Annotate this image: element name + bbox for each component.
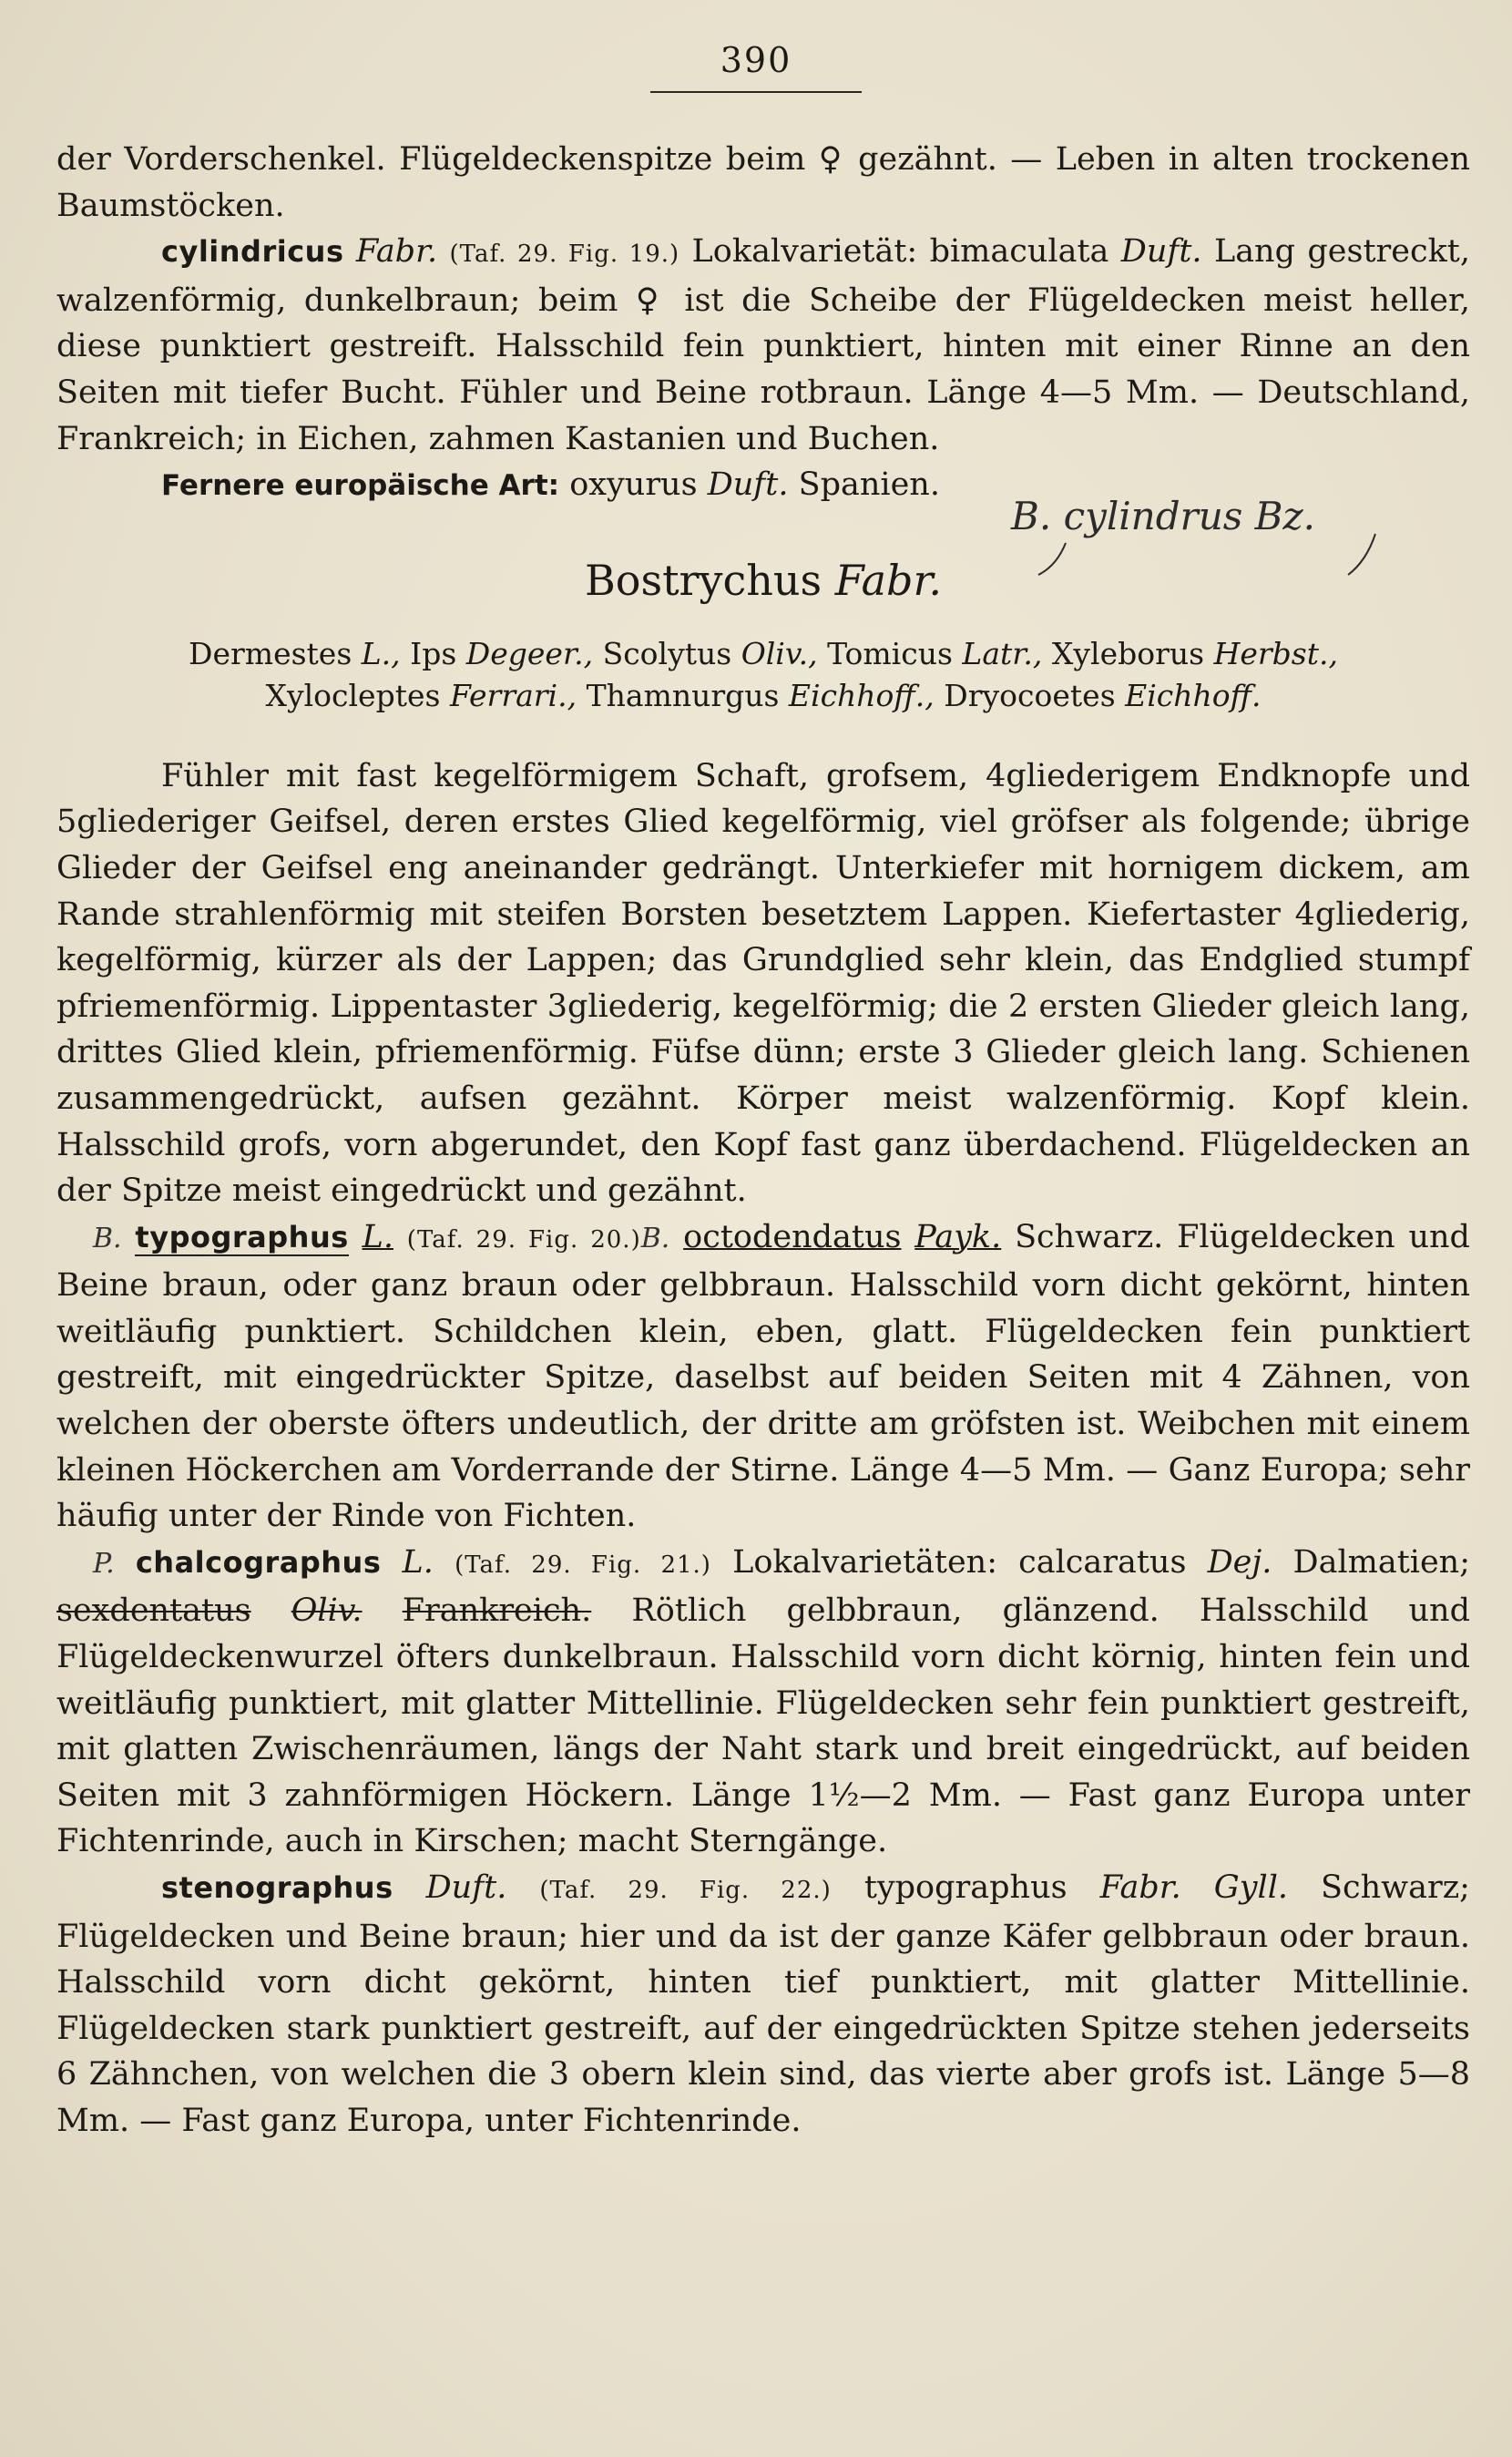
fernere-label: Fernere europäische Art:: [161, 469, 560, 503]
variety-locality: Frankreich.: [402, 1592, 592, 1630]
synonym-author: Eichhoff.: [1125, 677, 1262, 713]
plate-reference: (Taf. 29. Fig. 22.): [539, 1877, 832, 1904]
synonyms-line-1: [56, 633, 1470, 675]
handwritten-text: B. cylindrus Bz.: [1011, 494, 1315, 538]
species-name: typographus: [135, 1219, 349, 1254]
synonyms-line-2: [56, 675, 1470, 717]
fernere-author: Duft.: [707, 466, 789, 504]
fernere-name: oxyurus: [569, 466, 698, 504]
variety-name: sexdentatus: [56, 1592, 251, 1630]
page-body: [56, 137, 1470, 2145]
synonym-name: typographus: [863, 1869, 1068, 1906]
species-name: chalcographus: [135, 1544, 382, 1580]
pencil-mark: B.: [93, 1222, 122, 1254]
handwritten-annotation: [1002, 479, 1403, 579]
paragraph-continuation: der Vorderschenkel. Flügeldeckenspitze beim ♀ gezähnt. — Leben in alten trockenen Baumstöcken.: [56, 141, 1470, 224]
species-author: L.: [402, 1543, 434, 1581]
entry-typographus: [56, 1214, 1470, 1540]
synonym-author: Oliv.,: [741, 635, 818, 671]
synonym-author: Eichhoff.,: [788, 677, 935, 713]
synonym-author: Ferrari.,: [449, 677, 577, 713]
synonym-name: octodendatus: [683, 1218, 902, 1255]
synonym-name: Xyleborus: [1051, 635, 1205, 671]
entry-stenographus: [56, 1865, 1470, 2145]
species-author: Fabr.: [355, 233, 438, 271]
genus-name: Bostrychus: [584, 555, 822, 605]
species-description: Schwarz. Flügeldecken und Beine braun, oder ganz braun oder gelbbraun. Halsschild vorn dicht gekörnt, hinten weitläufig punktiert. Schildchen klein, eben, glatt. Flügeldecken fein punktiert gestreift, mit eingedrückter Spitze, daselbst auf beiden Seiten mit 4 Zähnen, von welchen der oberste öfters undeutlich, der dritte am gröfsten ist. Weibchen mit einem kleinen Höckerchen am Vorderrande der Stirne. Länge 4—5 Mm. — Ganz Europa; sehr häufig unter der Rinde von Fichten.: [56, 1218, 1470, 1535]
synonym-name: Thamnurgus: [586, 677, 780, 713]
pen-stroke: [1348, 534, 1375, 575]
synonym-name: Dermestes: [189, 635, 352, 671]
synonym-name: Tomicus: [827, 635, 953, 671]
variety-author: Oliv.: [291, 1592, 363, 1630]
page-number-rule: [650, 91, 862, 93]
pencil-mark: B.: [640, 1222, 670, 1254]
synonym-author: Herbst.,: [1213, 635, 1338, 671]
pen-stroke: [1038, 543, 1066, 575]
species-description: Schwarz; Flügeldecken und Beine braun; hier und da ist der ganze Käfer gelbbraun oder braun. Halsschild vorn dicht gekörnt, hinten tief punktiert, mit glatter Mittellinie. Flügeldecken stark punktiert gestreift, auf der eingedrückten Spitze stehen jederseits 6 Zähnchen, von welchen die 3 obern klein sind, das vierte aber grofs ist. Länge 5—8 Mm. — Fast ganz Europa, unter Fichtenrinde.: [56, 1869, 1470, 2139]
species-description: Rötlich gelbbraun, glänzend. Halsschild und Flügeldeckenwurzel öfters dunkelbraun. Halsschild vorn dicht körnig, hinten fein und weitläufig punktiert, mit glatter Mittellinie. Flügeldecken sehr fein punktiert gestreift, mit glatten Zwischenräumen, längs der Naht stark und breit eingedrückt, auf beiden Seiten mit 3 zahnförmigen Höckern. Länge 1½—2 Mm. — Fast ganz Europa unter Fichtenrinde, auch in Kirschen; macht Sterngänge.: [56, 1592, 1470, 1860]
synonym-author: Degeer.,: [465, 635, 594, 671]
variety-label: Lokalvarietät: bimaculata: [691, 233, 1109, 271]
synonym-name: Scolytus: [602, 635, 732, 671]
synonym-author: Latr.,: [962, 635, 1043, 671]
species-name: cylindricus: [161, 234, 344, 270]
plate-reference: (Taf. 29. Fig. 21.): [455, 1551, 711, 1579]
synonym-name: Xylocleptes: [265, 677, 441, 713]
variety-locality: Dalmatien;: [1292, 1543, 1470, 1581]
entry-chalcographus: [56, 1540, 1470, 1865]
entry-cylindricus: [56, 229, 1470, 462]
synonym-author: Fabr. Gyll.: [1099, 1869, 1289, 1906]
synonym-name: Dryocoetes: [944, 677, 1116, 713]
genus-synonyms: [56, 633, 1470, 717]
species-author: Duft.: [425, 1869, 507, 1906]
genus-author: Fabr.: [834, 555, 943, 605]
plate-reference: (Taf. 29. Fig. 20.): [406, 1225, 641, 1254]
synonym-name: Ips: [410, 635, 457, 671]
variety-author: Duft.: [1120, 233, 1202, 271]
plate-reference: (Taf. 29. Fig. 19.): [449, 241, 680, 269]
species-name: stenographus: [161, 1870, 393, 1905]
variety-label: Lokalvarietäten: calcaratus: [732, 1543, 1187, 1581]
synonym-author: L.,: [361, 635, 401, 671]
fernere-locality: Spanien.: [798, 466, 940, 504]
pencil-mark: P.: [93, 1547, 115, 1580]
species-author: L.: [362, 1218, 393, 1255]
genus-description: Fühler mit fast kegelförmigem Schaft, grofsem, 4gliederigem Endknopfe und 5gliederiger Geifsel, deren erstes Glied kegelförmig, viel gröfser als folgende; übrige Glieder der Geifsel eng aneinander gedrängt. Unterkiefer mit hornigem dickem, am Rande strahlenförmig mit steifen Borsten besetztem Lappen. Kiefertaster 4gliederig, kegelförmig, kürzer als der Lappen; das Grundglied sehr klein, das Endglied stumpf pfriemenförmig. Lippentaster 3gliederig, kegelförmig; die 2 ersten Glieder gleich lang, drittes Glied klein, pfriemenförmig. Füfse dünn; erste 3 Glieder gleich lang. Schienen zusammengedrückt, aufsen gezähnt. Körper meist walzenförmig. Kopf klein. Halsschild grofs, vorn abgerundet, den Kopf fast ganz überdachend. Flügeldecken an der Spitze meist eingedrückt und gezähnt.: [56, 757, 1470, 1210]
page-number: 390: [720, 40, 792, 80]
species-description: Lang gestreckt, walzenförmig, dunkelbraun; beim ♀ ist die Scheibe der Flügeldecken meist heller, diese punktiert gestreift. Halsschild fein punktiert, hinten mit einer Rinne an den Seiten mit tiefer Bucht. Fühler und Beine rotbraun. Länge 4—5 Mm. — Deutschland, Frankreich; in Eichen, zahmen Kastanien und Buchen.: [56, 233, 1470, 457]
variety-author: Dej.: [1207, 1543, 1272, 1581]
synonym-author: Payk.: [914, 1218, 1002, 1255]
